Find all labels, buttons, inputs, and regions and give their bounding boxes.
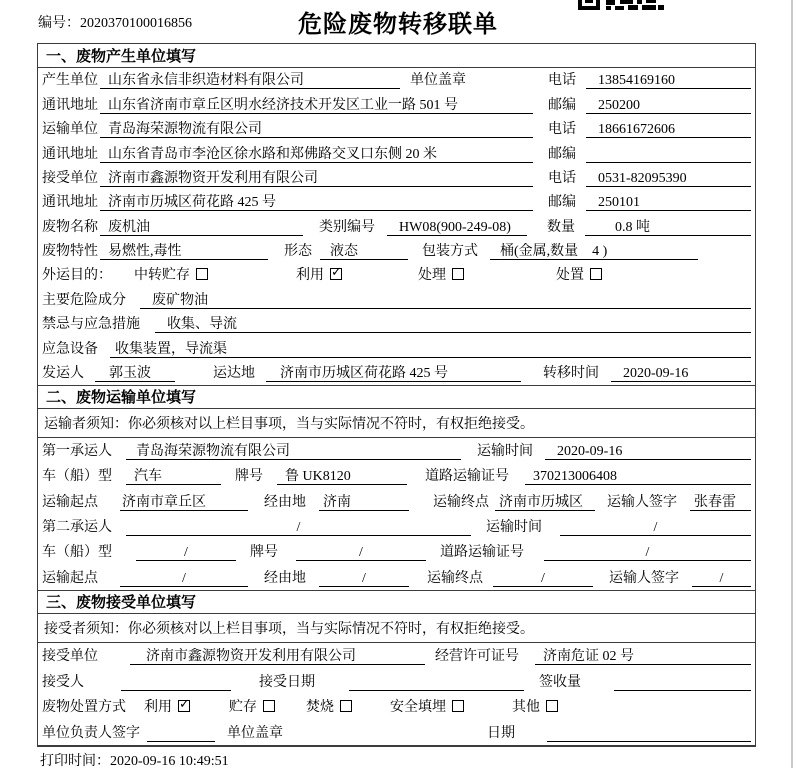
row-dispatch [38, 361, 755, 385]
row-vehicle2 [38, 539, 755, 564]
page-title: 危险废物转移联单 [298, 12, 498, 38]
transporter-sign2: / [692, 570, 751, 587]
transport-notice: 运输者须知：你必须核对以上栏目事项，当与实际情况不符时，有权拒绝接受。 [38, 409, 755, 438]
waste-props-label: 废物特性 [42, 244, 98, 259]
emergency-measures-value: 收集、导流 [155, 316, 751, 333]
accept-person-label: 接受人 [42, 674, 84, 690]
accept-date-label: 接受日期 [259, 674, 315, 690]
responsible-sign-label: 单位负责人签字 [42, 725, 140, 741]
accept-person-value [121, 674, 231, 691]
producer-zip: 250200 [586, 97, 751, 114]
row-carrier-address [38, 141, 755, 165]
route-start-label: 运输起点 [42, 494, 98, 510]
receiver-notice: 接受者须知：你必须核对以上栏目事项，当与实际情况不符时，有权拒绝接受。 [38, 614, 755, 643]
accept-unit-value: 济南市鑫源物资开发利用有限公司 [130, 648, 425, 665]
unit-seal-label: 单位盖章 [227, 725, 283, 741]
receiver-address: 济南市历城区荷花路 425 号 [100, 194, 533, 211]
phone-label: 电话 [548, 170, 576, 186]
transport-time-label: 运输时间 [486, 520, 542, 536]
address-label: 通讯地址 [42, 195, 98, 211]
producer-address: 山东省济南市章丘区明水经济技术开发区工业一路 501 号 [100, 97, 533, 114]
emergency-equipment-value: 收集装置，导流渠 [110, 341, 751, 358]
row-hazard [38, 287, 755, 311]
row-emergency-measures [38, 312, 755, 336]
purpose-option-recycle: 利用 ✓ [296, 264, 342, 284]
treat-checkbox [452, 268, 464, 280]
transport-time-label: 运输时间 [477, 444, 533, 460]
disposal-incinerate-checkbox [340, 700, 352, 712]
transport-time2: / [560, 519, 751, 536]
disposal-option-landfill: 安全填埋 [390, 696, 464, 716]
row-purpose [38, 263, 755, 287]
purpose-option-dispose: 处置 [556, 264, 602, 284]
operating-license-label: 经营许可证号 [435, 649, 519, 665]
date-label: 日期 [487, 725, 515, 741]
road-license1: 370213006408 [525, 468, 751, 485]
waste-form: 液态 [320, 243, 408, 260]
plate-label: 牌号 [250, 545, 278, 561]
section2-header: 二、废物运输单位填写 [38, 385, 755, 409]
row-carrier1 [38, 438, 755, 463]
transfer-storage-checkbox [196, 268, 208, 280]
road-license2: / [544, 544, 751, 561]
accept-date-value [349, 674, 524, 691]
transfer-time-label: 转移时间 [543, 365, 599, 381]
producer-phone: 13854169160 [586, 72, 751, 89]
qr-code-fragment-icon [578, 0, 664, 10]
transfer-time: 2020-09-16 [611, 365, 751, 382]
section3-header: 三、废物接受单位填写 [38, 590, 755, 614]
route-via-label: 经由地 [264, 494, 306, 510]
waste-code-label: 类别编号 [319, 219, 375, 235]
recycle-checkbox [330, 268, 342, 280]
section-receiver [38, 590, 755, 745]
carrier-address: 山东省青岛市李沧区徐水路和郑佛路交叉口东侧 20 米 [100, 146, 533, 163]
waste-props: 易燃性,毒性 [100, 243, 268, 260]
disposal-option-store: 贮存 [229, 696, 275, 716]
receiver-value: 济南市鑫源物资开发利用有限公司 [100, 170, 533, 187]
destination-value: 济南市历城区荷花路 425 号 [266, 365, 521, 382]
row-disposal [38, 694, 755, 720]
disposal-other-checkbox [546, 700, 558, 712]
window-edge [791, 0, 793, 768]
transporter-sign-label: 运输人签字 [609, 570, 679, 586]
plate-label: 牌号 [235, 469, 263, 485]
producer-value: 山东省永信非织造材料有限公司 [100, 72, 400, 89]
row-carrier2 [38, 514, 755, 539]
vehicle-type1: 汽车 [126, 468, 221, 485]
receiver-phone: 0531-82095390 [586, 170, 751, 187]
row-route2 [38, 564, 755, 589]
waste-name: 废机油 [100, 219, 303, 236]
producer-label: 产生单位 [42, 73, 98, 89]
carrier-zip [586, 146, 751, 163]
disposal-option-other: 其他 [512, 696, 558, 716]
carrier-phone: 18661672606 [586, 121, 751, 138]
row-producer-address [38, 92, 755, 116]
carrier1-value: 青岛海荣源物流有限公司 [126, 443, 461, 460]
row-waste-name [38, 214, 755, 238]
waste-pack-label: 包装方式 [422, 244, 478, 259]
address-label: 通讯地址 [42, 146, 98, 162]
plate1: 鲁 UK8120 [277, 468, 407, 485]
zip-label: 邮编 [548, 146, 576, 162]
plate2: / [296, 544, 426, 561]
carrier2-label: 第二承运人 [42, 520, 112, 536]
carrier-value: 青岛海荣源物流有限公司 [100, 121, 533, 138]
row-producer [38, 68, 755, 92]
carrier2-value: / [126, 519, 471, 536]
route-start-label: 运输起点 [42, 570, 98, 586]
operating-license: 济南危证 02 号 [535, 648, 751, 665]
hazard-value: 废矿物油 [140, 292, 751, 309]
carrier1-label: 第一承运人 [42, 444, 112, 460]
route-end-label: 运输终点 [427, 570, 483, 586]
waste-qty-label: 数量 [547, 219, 575, 235]
print-time-label: 打印时间： [40, 754, 110, 768]
phone-label: 电话 [548, 122, 576, 138]
disposal-label: 废物处置方式 [42, 700, 126, 716]
row-carrier [38, 117, 755, 141]
disposal-landfill-checkbox [452, 700, 464, 712]
hazard-label: 主要危险成分 [42, 292, 126, 308]
destination-label: 运达地 [213, 365, 255, 381]
route-end1: 济南市历城区 [495, 494, 595, 511]
route-start1: 济南市章丘区 [120, 494, 248, 511]
phone-label: 电话 [548, 73, 576, 89]
transporter-sign-label: 运输人签字 [607, 494, 677, 510]
print-time [40, 750, 229, 768]
row-signature [38, 719, 755, 745]
vehicle-type-label: 车（船）型 [42, 545, 112, 561]
accept-unit-label: 接受单位 [42, 649, 98, 665]
route-end-label: 运输终点 [433, 494, 489, 510]
row-receiver-address [38, 190, 755, 214]
row-vehicle1 [38, 463, 755, 488]
manifest-table [37, 43, 756, 747]
row-waste-props [38, 239, 755, 263]
vehicle-type-label: 车（船）型 [42, 469, 112, 485]
purpose-option-treat: 处理 [418, 264, 464, 284]
row-receiver [38, 166, 755, 190]
receiver-zip: 250101 [586, 194, 751, 211]
waste-pack: 桶(金属,数量 4 ) [490, 243, 698, 260]
row-accept-unit [38, 643, 755, 669]
route-via-label: 经由地 [264, 570, 306, 586]
transporter-sign1: 张春雷 [690, 494, 751, 511]
zip-label: 邮编 [548, 97, 576, 113]
seal-label: 单位盖章 [410, 73, 466, 89]
purpose-option-transfer-storage: 中转贮存 [134, 264, 208, 284]
waste-name-label: 废物名称 [42, 219, 98, 235]
section1-header: 一、废物产生单位填写 [38, 44, 755, 68]
route-start2: / [120, 570, 248, 587]
emergency-measures-label: 禁忌与应急措施 [42, 317, 140, 333]
dispatcher-name: 郭玉波 [95, 365, 175, 382]
date-value [547, 725, 751, 742]
row-route1 [38, 488, 755, 513]
route-via1: 济南 [319, 494, 409, 511]
doc-number-value: 2020370100016856 [80, 16, 192, 31]
row-emergency-equipment [38, 336, 755, 360]
waste-code: HW08(900-249-08) [387, 219, 527, 236]
emergency-equipment-label: 应急设备 [42, 341, 98, 357]
zip-label: 邮编 [548, 195, 576, 211]
road-license-label: 道路运输证号 [425, 469, 509, 485]
vehicle-type2: / [136, 544, 236, 561]
responsible-sign-value [147, 725, 215, 742]
disposal-recycle-checkbox [178, 700, 190, 712]
waste-qty: 0.8 吨 [585, 219, 751, 236]
waste-form-label: 形态 [284, 244, 312, 259]
disposal-store-checkbox [263, 700, 275, 712]
section-transport [38, 385, 755, 590]
route-end2: / [493, 570, 593, 587]
purpose-label: 外运目的： [42, 268, 112, 284]
transport-time1: 2020-09-16 [545, 443, 751, 460]
route-via2: / [319, 570, 409, 587]
address-label: 通讯地址 [42, 97, 98, 113]
road-license-label: 道路运输证号 [440, 545, 524, 561]
dispose-checkbox [590, 268, 602, 280]
carrier-label: 运输单位 [42, 122, 98, 138]
signed-qty-value [614, 674, 751, 691]
dispatcher-label: 发运人 [42, 365, 84, 381]
disposal-option-recycle: 利用 ✓ [144, 696, 190, 716]
receiver-label: 接受单位 [42, 170, 98, 186]
signed-qty-label: 签收量 [539, 674, 581, 690]
doc-number-label: 编号： [38, 16, 80, 31]
print-time-value: 2020-09-16 10:49:51 [110, 754, 229, 768]
row-accept-person [38, 668, 755, 694]
disposal-option-incinerate: 焚烧 [306, 696, 352, 716]
section-producer [38, 44, 755, 385]
